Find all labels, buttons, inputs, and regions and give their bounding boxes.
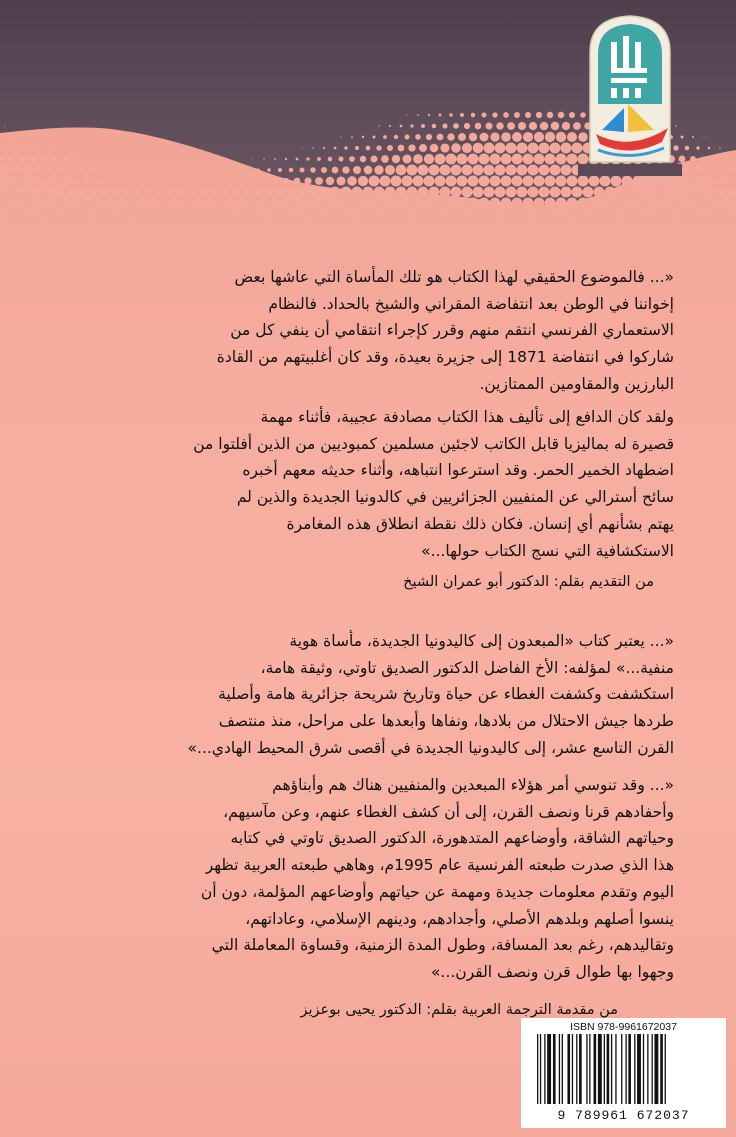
paragraph-line: سائح أسترالي عن المنفيين الجزائريين في كالدونيا الجديدة والذين لم xyxy=(236,488,674,507)
barcode-bars xyxy=(535,1034,712,1106)
paragraph-line: «... فالموضوع الحقيقي لهذا الكتاب هو تلك المأساة التي عاشها بعض xyxy=(234,268,674,286)
paragraph-intro xyxy=(62,264,674,398)
paragraph-exiles xyxy=(62,772,674,986)
paragraph-line: ولقد كان الدافع إلى تأليف هذا الكتاب مصادفة عجيبة، فأثناء مهمة xyxy=(260,408,674,426)
barcode-digits: 9 789961 672037 xyxy=(557,1108,690,1123)
paragraph-line: وتقاليدهم، رغم بعد المسافة، وطول المدة الزمنية، وقساوة المعاملة التي xyxy=(211,936,674,955)
paragraph-line: شاركوا في انتفاضة 1871 إلى جزيرة بعيدة، وقد كان أغلبيتهم من القادة xyxy=(216,348,674,367)
paragraph-line: وجهوا بها طوال قرن ونصف القرن...» xyxy=(431,962,674,981)
paragraph-book-review xyxy=(62,628,674,762)
paragraph-line: إخواننا في الوطن بعد انتفاضة المقراني والشيخ بالحداد. فالنظام xyxy=(268,294,674,313)
paragraph-line: قصيرة له بماليزيا قابل الكاتب لاجئين مسلمين كمبوديين من الذين أفلتوا من xyxy=(193,434,674,453)
paragraph-line: «... وقد تنوسي أمر هؤلاء المبعدين والمنفيين هناك هم وأبناؤهم xyxy=(272,776,674,794)
paragraph-line: اضطهاد الخمير الحمر. وقد استرعوا انتباهه، وأثناء حديثه معهم أخبره xyxy=(242,461,674,480)
paragraph-line: وحياتهم الشاقة، وأوضاعهم المتدهورة، الدكتور الصديق تاوتي في كتابه xyxy=(230,829,674,848)
paragraph-line: البارزين والمقاومين الممتازين. xyxy=(479,374,674,393)
paragraph-line: يهتم بشأنهم أي إنسان. فكان ذلك نقطة انطلاق هذه المغامرة xyxy=(286,514,674,533)
paragraph-line: القرن التاسع عشر، إلى كاليدونيا الجديدة في أقصى شرق المحيط الهادي...» xyxy=(187,738,674,757)
paragraph-line: الاستكشافية التي نسج الكتاب حولها...» xyxy=(421,541,674,560)
paragraph-line: طردها جيش الاحتلال من بلادها، ونفاها وأبعدها على مراحل، منذ منتصف xyxy=(218,712,674,731)
paragraph-line: الاستعماري الفرنسي انتقم منهم وقرر كإجراء انتقامي أن ينفي كل من xyxy=(230,321,674,340)
paragraph-line: ينسوا أصلهم وبلدهم الأصلي، وأجدادهم، ودينهم الإسلامي، وعاداتهم، xyxy=(245,909,674,928)
translation-credit: من مقدمة الترجمة العربية بقلم: الدكتور يحيى بوعزيز xyxy=(300,1002,618,1018)
paragraph-line: منفية...» لمؤلفه: الأخ الفاضل الدكتور الصديق تاوتي، وثيقة هامة، xyxy=(260,658,674,677)
paragraph-motivation xyxy=(62,404,674,564)
isbn-barcode xyxy=(521,1018,726,1128)
paragraph-line: وأحفادهم قرنا ونصف القرن، إلى أن كشف الغطاء عنهم، وعن مآسيهم، xyxy=(223,802,674,821)
paragraph-line: «... يعتبر كتاب «المبعدون إلى كاليدونيا الجديدة، مأساة هوية xyxy=(289,632,674,650)
intro-credit: من التقديم بقلم: الدكتور أبو عمران الشيخ xyxy=(403,574,654,590)
cultural-capital-logo xyxy=(578,12,682,176)
paragraph-line: هذا الذي صدرت طبعته الفرنسية عام 1995م، وهاهي طبعته العربية تظهر xyxy=(205,856,674,875)
paragraph-line: استكشفت وكشفت الغطاء عن حياة وتاريخ شريحة جزائرية هامة وأصلية xyxy=(218,685,674,704)
paragraph-line: اليوم وتقدم معلومات جديدة ومهمة عن حياتهم وأوضاعهم المؤلمة، دون أن xyxy=(200,882,674,901)
isbn-label: ISBN 978-9961672037 xyxy=(570,1021,677,1033)
